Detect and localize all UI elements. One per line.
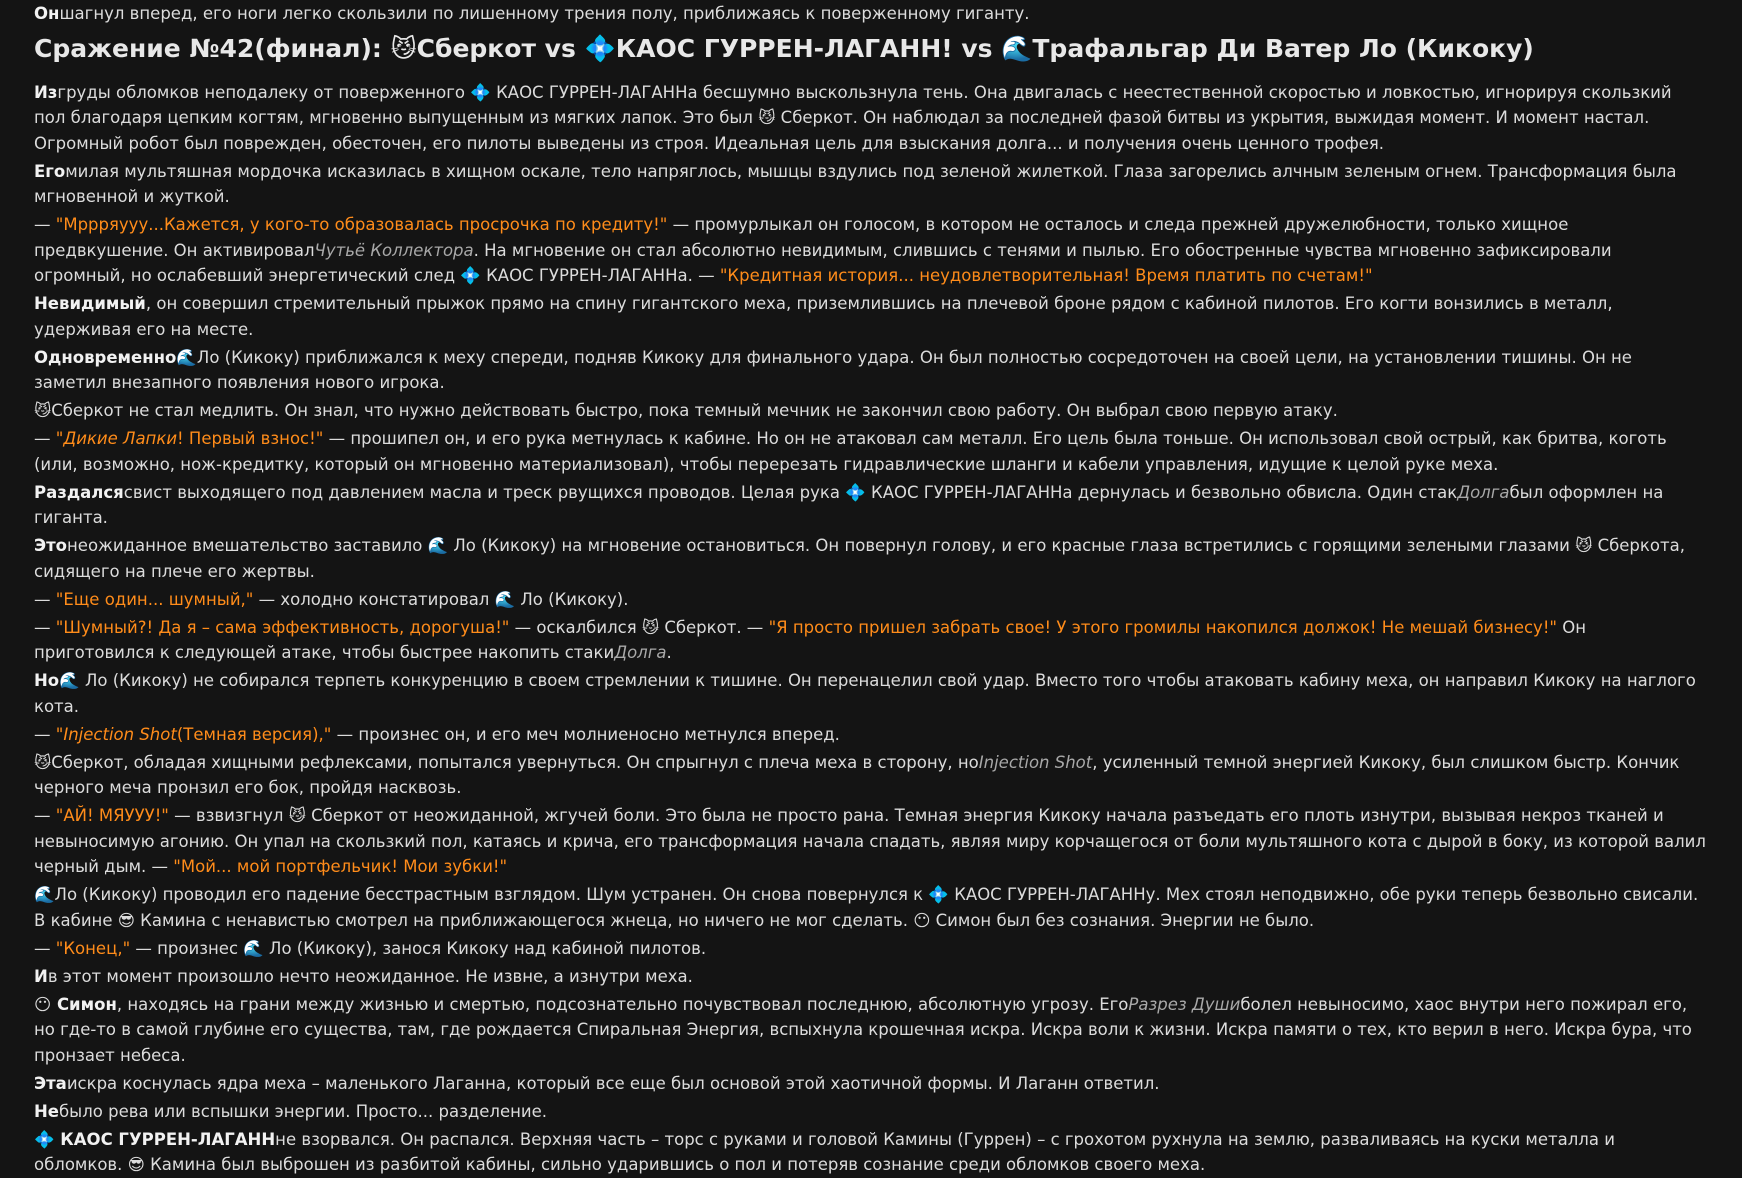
narration-text: — произнес <box>130 938 244 958</box>
story-paragraph <box>34 159 1708 210</box>
dialogue-quote: " <box>55 724 64 744</box>
narration-text: — <box>34 938 56 958</box>
dialogue-quote: "Мррряууу...Кажется, у кого-то образовалась просрочка по кредиту!" <box>55 215 668 234</box>
narration-text: . На мгновение он стал абсолютно невидимым, слившись с тенями и пылью. Его обостренные чувства мгновенно зафиксировали огромный, но ослабевший энергетический след <box>34 240 1612 285</box>
story-paragraph <box>34 1099 1708 1125</box>
narration-text: — холодно констатировал <box>253 589 495 609</box>
story-paragraph <box>34 398 1708 424</box>
narration-text: в этот момент произошло нечто неожиданное. Не извне, а изнутри меха. <box>47 966 693 986</box>
narration-text: КАОС ГУРРЕН-ЛАГАННа дернулась и безвольно обвисла. Один стак <box>865 482 1458 502</box>
dialogue-quote: "Конец," <box>55 938 131 958</box>
story-paragraph <box>34 1127 1708 1178</box>
fighter-name: Сберкот <box>416 33 536 63</box>
fighter-emoji-icon: 😼 <box>390 33 417 63</box>
ability-name-text: Долга <box>614 643 667 662</box>
narration-text: искра коснулась ядра меха – маленького Лаганна, который все еще был основой этой хаотичной формы. И Лаганн ответил. <box>66 1073 1160 1093</box>
ability-name-text: Чутьё Коллектора <box>314 240 474 260</box>
character-emoji-icon: 💠 <box>470 82 491 102</box>
emphasis-bold-text: КАОС ГУРРЕН-ЛАГАНН <box>54 1129 276 1149</box>
story-paragraph <box>34 480 1708 531</box>
character-emoji-icon: 💠 <box>845 482 866 502</box>
character-emoji-icon: 💠 <box>34 1129 55 1149</box>
narration-text: КАОС ГУРРЕН-ЛАГАННа. — <box>480 266 720 285</box>
story-paragraph <box>34 587 1708 613</box>
emphasis-bold-text: Из <box>34 82 58 102</box>
narration-text: Ло (Кикоку), занося Кикоку над кабиной пилотов. <box>263 938 707 958</box>
emphasis-bold-text: Это <box>34 536 68 555</box>
story-paragraph <box>34 668 1708 719</box>
emphasis-bold-text: Симон <box>51 994 117 1014</box>
narration-text: — <box>34 617 56 637</box>
fighter-name: Трафальгар Ди Ватер Ло (Кикоку) <box>1032 33 1534 63</box>
character-emoji-icon: 😼 <box>1575 536 1593 555</box>
narration-text: — <box>34 215 56 234</box>
narration-text: Ло (Кикоку) приближался к меху спереди, подняв Кикоку для финального удара. Он был полностью сосредоточен на своей цели, на установлении тишины. Он не заметил внезапного появления нового игрока. <box>34 347 1632 392</box>
character-emoji-icon: 🌊 <box>176 347 197 367</box>
narration-text: Сберкота, сидящего на плече его жертвы. <box>34 536 1685 581</box>
ability-name-text: Разрез Души <box>1128 994 1241 1014</box>
story-paragraph <box>34 291 1708 342</box>
narration-text: — промурлыкал он голосом, в котором не осталось и следа прежней дружелюбности, только хищное предвкушение. Он активировал <box>34 215 1569 260</box>
narration-text: Ло (Кикоку) не собирался терпеть конкуренцию в своем стремлении к тишине. Он перенацелил свой удар. Вместо того чтобы атаковать кабину меха, он направил Кикоку на наглого кота. <box>34 671 1696 716</box>
narration-text: — прошипел он, и его рука метнулась к кабине. Но он не атаковал сам металл. Его цель была тоньше. Он использовал свой острый, как бритва, коготь (или, возможно, нож-кредитку, который он мгновенно материализовал), чтобы перерезать гидравлические шланги и кабели управления, идущие к целой руке меха. <box>34 429 1667 474</box>
narration-text: Сберкот не стал медлить. Он знал, что нужно действовать быстро, пока темный мечник не закончил свою работу. Он выбрал свою первую атаку. <box>51 401 1338 420</box>
narration-text: КАОС ГУРРЕН-ЛАГАННа бесшумно выскользнула тень. Она двигалась с неестественной скоростью и ловкостью, игнорируя скользкий пол благодаря цепким когтям, мгновенно выпущенным из мягких лапок. Это был <box>34 82 1672 127</box>
emphasis-bold-text: Эта <box>34 1073 67 1093</box>
dialogue-quote: "Еще один... шумный," <box>55 589 254 609</box>
story-paragraph <box>34 533 1708 584</box>
dialogue-ability-text: Injection Shot <box>63 724 177 744</box>
vs-separator: vs <box>535 33 585 63</box>
story-paragraph <box>34 722 1708 748</box>
narration-text: Ло (Кикоку) на мгновение остановиться. Он повернул голову, и его красные глаза встретились с горящими зелеными глазами <box>448 536 1576 555</box>
battle-title-prefix: Сражение №42(финал): <box>34 33 391 63</box>
fighter-name: КАОС ГУРРЕН-ЛАГАНН! <box>615 33 953 63</box>
character-emoji-icon: 😎 <box>117 910 135 930</box>
story-paragraph <box>34 80 1708 157</box>
dialogue-quote: " <box>55 429 64 448</box>
character-emoji-icon: 😼 <box>34 401 52 420</box>
narration-text: не взорвался. Он распался. Верхняя часть – торс с руками и головой Камины (Гуррен) – с грохотом рухнула на землю, разваливаясь на куски металла и обломков. <box>34 1129 1615 1174</box>
narration-text: КАОС ГУРРЕН-ЛАГАННу. Мех стоял неподвижно, обе руки теперь безвольно свисали. В кабине <box>34 885 1699 930</box>
story-paragraph <box>34 426 1708 477</box>
ability-name-text: Injection Shot <box>978 752 1093 772</box>
emphasis-bold-text: Но <box>34 671 60 690</box>
narration-text: — <box>34 589 56 609</box>
narration-text: шагнул вперед, его ноги легко скользили по лишенному трения полу, приближаясь к поверженному гиганту. <box>59 4 1030 23</box>
narration-text: — <box>34 724 56 744</box>
story-paragraph <box>34 964 1708 990</box>
character-emoji-icon: 😶 <box>34 994 52 1014</box>
narration-text: , усиленный темной энергией Кикоку, был слишком быстр. Кончик черного меча пронзил его бок, пройдя насквозь. <box>34 752 1680 797</box>
narration-text: неожиданное вмешательство заставило <box>67 536 428 555</box>
emphasis-bold-text: Невидимый <box>34 294 146 313</box>
dialogue-quote: "Кредитная история... неудовлетворительная! Время платить по счетам!" <box>719 266 1373 285</box>
story-paragraph <box>34 882 1708 933</box>
narration-text: Камина был выброшен из разбитой кабины, сильно ударившись о пол и потеряв сознание среди обломков своего меха. <box>144 1155 1206 1174</box>
dialogue-quote: (Темная версия)," <box>176 724 332 744</box>
narration-text: Симон был без сознания. Энергии не было. <box>930 910 1315 930</box>
character-emoji-icon: 😎 <box>127 1155 145 1174</box>
emphasis-bold-text: Его <box>34 161 66 181</box>
narration-text: болел невыносимо, хаос внутри него пожирал его, но где-то в самой глубине его существа, там, где рождается Спиральная Энергия, вспыхнула крошечная искра. Искра воли к жизни. Искра памяти о тех, кто верил в него. Искра бура, что пронзает небеса. <box>34 994 1692 1065</box>
narration-text: Сберкот. — <box>659 617 769 637</box>
narration-text: Он приготовился к следующей атаке, чтобы быстрее накопить стаки <box>34 617 1587 662</box>
narration-text: — <box>34 806 56 825</box>
character-emoji-icon: 💠 <box>460 266 481 285</box>
emphasis-bold-text: И <box>34 966 48 986</box>
character-emoji-icon: 🌊 <box>427 536 449 555</box>
narration-text: было рева или вспышки энергии. Просто... разделение. <box>59 1101 548 1121</box>
emphasis-bold-text: Он <box>34 4 60 23</box>
narration-text: — <box>34 429 56 448</box>
story-paragraph <box>34 615 1708 666</box>
narration-text: — произнес он, и его меч молниеносно метнулся вперед. <box>331 724 840 744</box>
narration-text: был оформлен на гиганта. <box>34 482 1664 527</box>
story-paragraph <box>34 992 1708 1069</box>
battle-title <box>34 31 1708 67</box>
vs-separator: vs <box>952 33 1002 63</box>
dialogue-quote: "АЙ! МЯУУУ!" <box>55 806 169 825</box>
character-emoji-icon: 🌊 <box>494 589 516 609</box>
narration-text: Сберкот от неожиданной, жгучей боли. Это была не просто рана. Темная энергия Кикоку начала разъедать его плоть изнутри, вызывая некроз тканей и невыносимую агонию. Он упал на скользкий пол, катаясь и крича, его трансформация начала спадать, являя миру корчащегося от боли мультяшного кота с дырой в боку, из которой валил черный дым. — <box>34 806 1706 876</box>
character-emoji-icon: 🌊 <box>34 885 55 904</box>
narration-text: . <box>666 643 672 662</box>
story-paragraph <box>34 1071 1708 1097</box>
character-emoji-icon: 😼 <box>758 108 776 127</box>
character-emoji-icon: 🌊 <box>243 938 264 958</box>
narration-text: — оскалбился <box>509 617 642 637</box>
character-emoji-icon: 😼 <box>641 617 660 637</box>
narration-text: свист выходящего под давлением масла и треск рвущихся проводов. Целая рука <box>123 482 846 502</box>
narration-text: Сберкот. Он наблюдал за последней фазой битвы из укрытия, выжидая момент. И момент настал. Огромный робот был поврежден, обесточен, его пилоты выведены из строя. Идеальная цель для взыскания долга... и получения очень ценного трофея. <box>34 108 1650 153</box>
story-paragraph <box>34 345 1708 396</box>
character-emoji-icon: 😼 <box>288 806 306 825</box>
character-emoji-icon: 😼 <box>34 752 52 772</box>
ability-name-text: Долга <box>1457 482 1510 502</box>
dialogue-quote: "Шумный?! Да я – сама эффективность, дорогуша!" <box>55 617 510 637</box>
narration-text: — взвизгнул <box>168 806 289 825</box>
narration-text: , он совершил стремительный прыжок прямо на спину гигантского меха, приземлившись на плечевой броне рядом с кабиной пилотов. Его когти вонзились в металл, удерживая его на месте. <box>34 294 1613 339</box>
character-emoji-icon: 🌊 <box>59 671 80 690</box>
character-emoji-icon: 💠 <box>928 885 949 904</box>
narration-text: Камина с ненавистью смотрел на приближающегося жнеца, но ничего не мог сделать. <box>134 910 914 930</box>
narration-text: Ло (Кикоку). <box>515 589 629 609</box>
fighter-emoji-icon: 🌊 <box>1001 33 1033 63</box>
narration-text: милая мультяшная мордочка исказилась в хищном оскале, тело напряглось, мышцы вздулись под зеленой жилеткой. Глаза загорелись алчным зеленым огнем. Трансформация была мгновенной и жуткой. <box>34 161 1677 206</box>
narration-text: груды обломков неподалеку от поверженного <box>57 82 471 102</box>
story-paragraph <box>34 750 1708 801</box>
emphasis-bold-text: Одновременно <box>34 347 177 367</box>
story-paragraph <box>34 212 1708 289</box>
fighter-emoji-icon: 💠 <box>584 33 616 63</box>
dialogue-quote: "Мой... мой портфельчик! Мои зубки!" <box>173 857 508 876</box>
dialogue-quote: ! Первый взнос!" <box>177 429 324 448</box>
narration-text: Сберкот, обладая хищными рефлексами, попытался увернуться. Он спрыгнул с плеча меха в сторону, но <box>51 752 979 772</box>
dialogue-ability-text: Дикие Лапки <box>63 429 178 448</box>
story-paragraph <box>34 936 1708 962</box>
emphasis-bold-text: Не <box>34 1101 59 1121</box>
emphasis-bold-text: Раздался <box>34 482 124 502</box>
narration-text: Ло (Кикоку) проводил его падение бесстрастным взглядом. Шум устранен. Он снова повернулся к <box>54 885 929 904</box>
character-emoji-icon: 😶 <box>913 910 931 930</box>
narration-text: , находясь на грани между жизнью и смертью, подсознательно почувствовал последнюю, абсолютную угрозу. Его <box>116 994 1129 1014</box>
dialogue-quote: "Я просто пришел забрать свое! У этого громилы накопился должок! Не мешай бизнесу!" <box>768 617 1558 637</box>
story-paragraph <box>34 1 1708 27</box>
story-paragraph <box>34 803 1708 880</box>
